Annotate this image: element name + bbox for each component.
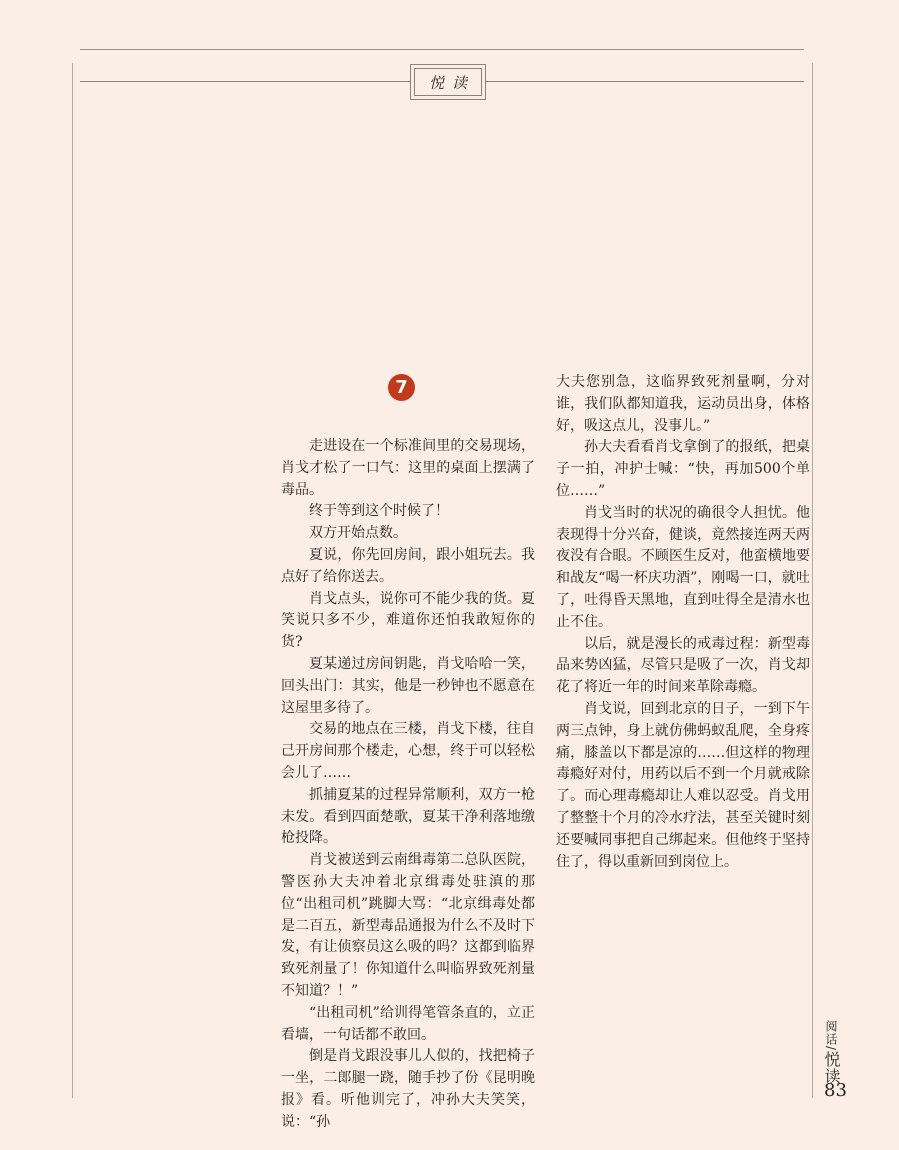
paragraph: 夏说，你先回房间，跟小姐玩去。我点好了给你送去。 [281,546,535,585]
paragraph: 双方开始点数。 [309,525,407,542]
top-rule [80,49,804,50]
page-number: 83 [824,1080,847,1101]
paragraph: 肖戈说，回到北京的日子，一到下午两三点钟，身上就仿佛蚂蚁乱爬，全身疼痛，膝盖以下都是凉的……但这样的物理毒瘾好对付，用药以后不到一个月就戒除了。而心理毒瘾却让人难以忍受。肖戈用了整整十个月的冷水疗法，甚至关键时刻还要喊同事把自己绑起来。但他终于坚持住了，得以重新回到岗位上。 [556,700,810,870]
paragraph: 肖戈当时的状况的确很令人担忧。他表现得十分兴奋，健谈，竟然接连两天两夜没有合眼。不顾医生反对，他蛮横地要和战友“喝一杯庆功酒”，刚喝一口，就吐了，吐得昏天黑地，直到吐得全是清水也止不住。 [556,504,810,630]
magazine-big-label: 悦读 [822,1051,841,1086]
chapter-number-badge: 7 [388,374,415,401]
paragraph: 交易的地点在三楼，肖戈下楼，往自己开房间那个楼走，心想，终于可以轻松会儿了…… [281,721,535,781]
section-title: 悦读 [428,73,475,92]
paragraph: 倒是肖戈跟没事儿人似的，找把椅子一坐，二郎腿一跷，随手抄了份《昆明晚报》看。听他训完了，冲孙大夫笑笑，说：“孙 [281,1048,535,1130]
header-line-right [486,81,804,82]
paragraph: 肖戈点头，说你可不能少我的货。夏笑说只多不少，难道你还怕我敢短你的货? [281,590,535,651]
right-margin-rule [812,63,813,1098]
paragraph: 大夫您别急，这临界致死剂量啊，分对谁，我们队都知道我，运动员出身，体格好，吸这点儿，没事儿。” [556,374,810,434]
header-line-left [80,81,410,82]
article-column-right [556,372,810,873]
paragraph: 肖戈被送到云南缉毒第二总队医院，警医孙大夫冲着北京缉毒处驻滇的那位“出租司机”跳脚大骂：“北京缉毒处都是二百五，新型毒品通报为什么不及时下发，有让侦察员这么吸的吗？这都到临界致死剂量了！你知道什么叫临界致死剂量不知道？！” [281,852,535,999]
magazine-small-label: 阅话 [824,1020,838,1046]
paragraph: 走进设在一个标准间里的交易现场，肖戈才松了一口气：这里的桌面上摆满了毒品。 [281,438,535,498]
paragraph: 终于等到这个时候了！ [309,503,449,520]
paragraph: 夏某递过房间钥匙，肖戈哈哈一笑，回头出门：其实，他是一秒钟也不愿意在这屋里多待了。 [281,655,535,716]
paragraph: 以后，就是漫长的戒毒过程：新型毒品来势凶猛，尽管只是吸了一次，肖戈却花了将近一年的时间来革除毒瘾。 [556,635,810,696]
magazine-side-label: 阅话/悦读 [822,1020,841,1086]
section-badge [410,64,486,100]
left-margin-rule [72,63,73,1098]
paragraph: 孙大夫看看肖戈拿倒了的报纸，把桌子一拍，冲护士喊：“快，再加500个单位……” [556,439,810,499]
article-column-left [281,436,535,1134]
paragraph: 抓捕夏某的过程异常顺利，双方一枪未发。看到四面楚歌，夏某干净利落地缴枪投降。 [281,786,535,847]
paragraph: “出租司机”给训得笔管条直的，立正看墙，一句话都不敢回。 [281,1004,535,1043]
